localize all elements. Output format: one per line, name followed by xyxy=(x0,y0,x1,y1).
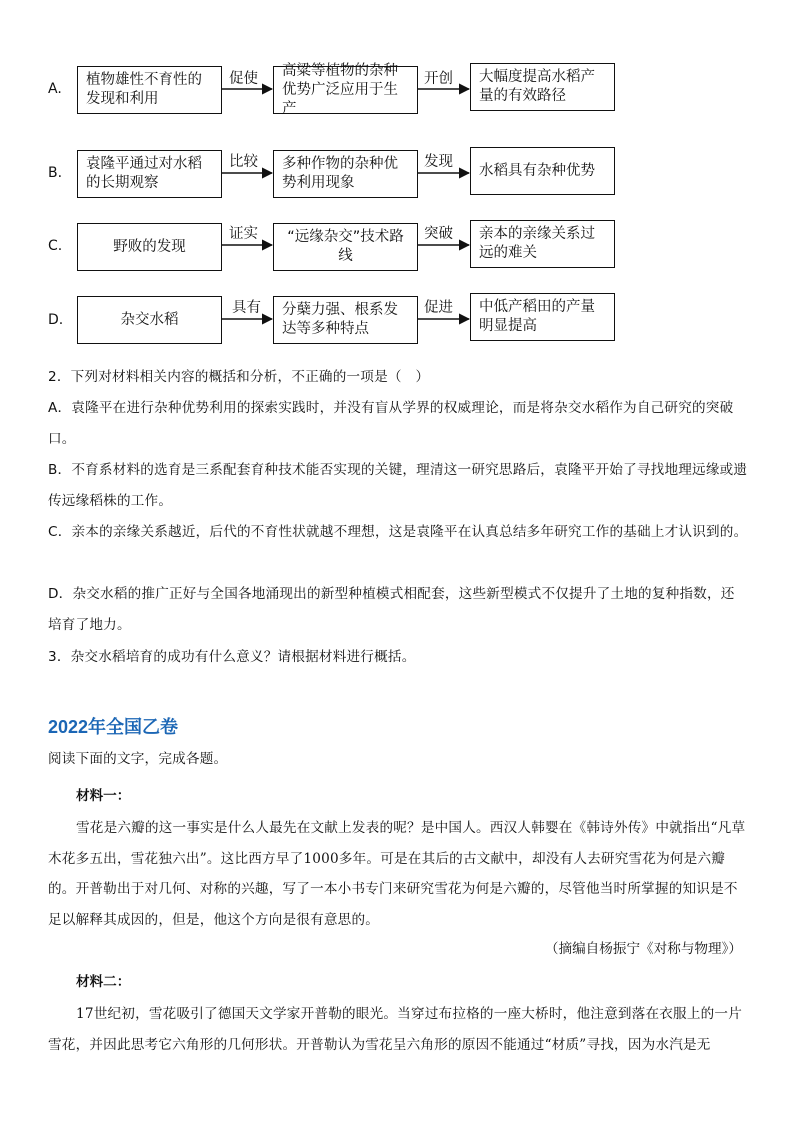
flow-c-box3: 亲本的亲缘关系过远的难关 xyxy=(470,220,615,268)
flow-b-arrow2-label: 发现 xyxy=(424,154,453,170)
option-a-letter: A. xyxy=(48,81,62,97)
flow-a-box3: 大幅度提高水稻产量的有效路径 xyxy=(470,63,615,111)
flow-d-arrow1-label: 具有 xyxy=(232,300,261,316)
option-d-letter: D. xyxy=(48,312,64,328)
flow-a-arrow1-label: 促使 xyxy=(229,71,258,87)
question2-option-b: B．不育系材料的选育是三系配套育种技术能否实现的关键，理清这一研究思路后，袁隆平开始了寻找地理远缘或遗传远缘稻株的工作。 xyxy=(48,462,748,509)
option-c-letter: C. xyxy=(48,238,63,254)
flow-c-box2: “远缘杂交”技术路线 xyxy=(273,223,418,271)
flow-b-box2: 多种作物的杂种优势利用现象 xyxy=(273,150,418,198)
flow-c-arrow2-label: 突破 xyxy=(424,226,453,242)
flow-b-box1: 袁隆平通过对水稻的长期观察 xyxy=(77,150,222,198)
flow-a-box1: 植物雄性不育性的发现和利用 xyxy=(77,66,222,114)
reading-instruction: 阅读下面的文字，完成各题。 xyxy=(48,751,228,767)
flow-c-box1: 野败的发现 xyxy=(77,223,222,271)
flow-c-arrow1-label: 证实 xyxy=(229,226,258,242)
material2-heading: 材料二： xyxy=(76,974,131,990)
flow-d-arrow2-label: 促进 xyxy=(424,300,453,316)
material1-source: （摘编自杨振宁《对称与物理》） xyxy=(544,941,742,957)
flow-b-arrow1-label: 比较 xyxy=(229,154,258,170)
flow-d-box3: 中低产稻田的产量明显提高 xyxy=(470,293,615,341)
option-b-letter: B. xyxy=(48,165,63,181)
flow-d-box1: 杂交水稻 xyxy=(77,296,222,344)
section-title: 2022年全国乙卷 xyxy=(48,717,179,737)
flow-b-box3: 水稻具有杂种优势 xyxy=(470,147,615,195)
question3: 3．杂交水稻培育的成功有什么意义？请根据材料进行概括。 xyxy=(48,649,416,665)
flow-a-box2: 高粱等植物的杂种优势广泛应用于生产 xyxy=(273,66,418,114)
question2-option-d: D．杂交水稻的推广正好与全国各地涌现出的新型种植模式相配套，这些新型模式不仅提升了土地的复种指数，还培育了地力。 xyxy=(48,586,735,633)
question2-stem: 2．下列对材料相关内容的概括和分析，不正确的一项是（ ） xyxy=(48,369,430,385)
material2-body: 17世纪初，雪花吸引了德国天文学家开普勒的眼光。当穿过布拉格的一座大桥时，他注意到落在衣服上的一片雪花，并因此思考它六角形的几何形状。开普勒认为雪花呈六角形的原因不能通过“材质”寻找，因为水汽是无 xyxy=(48,1006,742,1053)
question2-option-a: A．袁隆平在进行杂种优势利用的探索实践时，并没有盲从学界的权威理论，而是将杂交水稻作为自己研究的突破口。 xyxy=(48,400,734,447)
material1-body: 雪花是六瓣的这一事实是什么人最先在文献上发表的呢？是中国人。西汉人韩婴在《韩诗外传》中就指出“凡草木花多五出，雪花独六出”。这比西方早了1000多年。可是在其后的古文献中，却没有人去研究雪花为何是六瓣的。开普勒出于对几何、对称的兴趣，写了一本小书专门来研究雪花为何是六瓣的，尽管他当时所掌握的知识是不足以解释其成因的，但是，他这个方向是很有意思的。 xyxy=(48,820,746,928)
flow-d-box2: 分蘖力强、根系发达等多种特点 xyxy=(273,296,418,344)
question2-option-c: C．亲本的亲缘关系越近，后代的不育性状就越不理想，这是袁隆平在认真总结多年研究工作的基础上才认识到的。 xyxy=(48,524,748,540)
flow-a-arrow2-label: 开创 xyxy=(424,71,453,87)
material1-heading: 材料一： xyxy=(76,788,131,804)
